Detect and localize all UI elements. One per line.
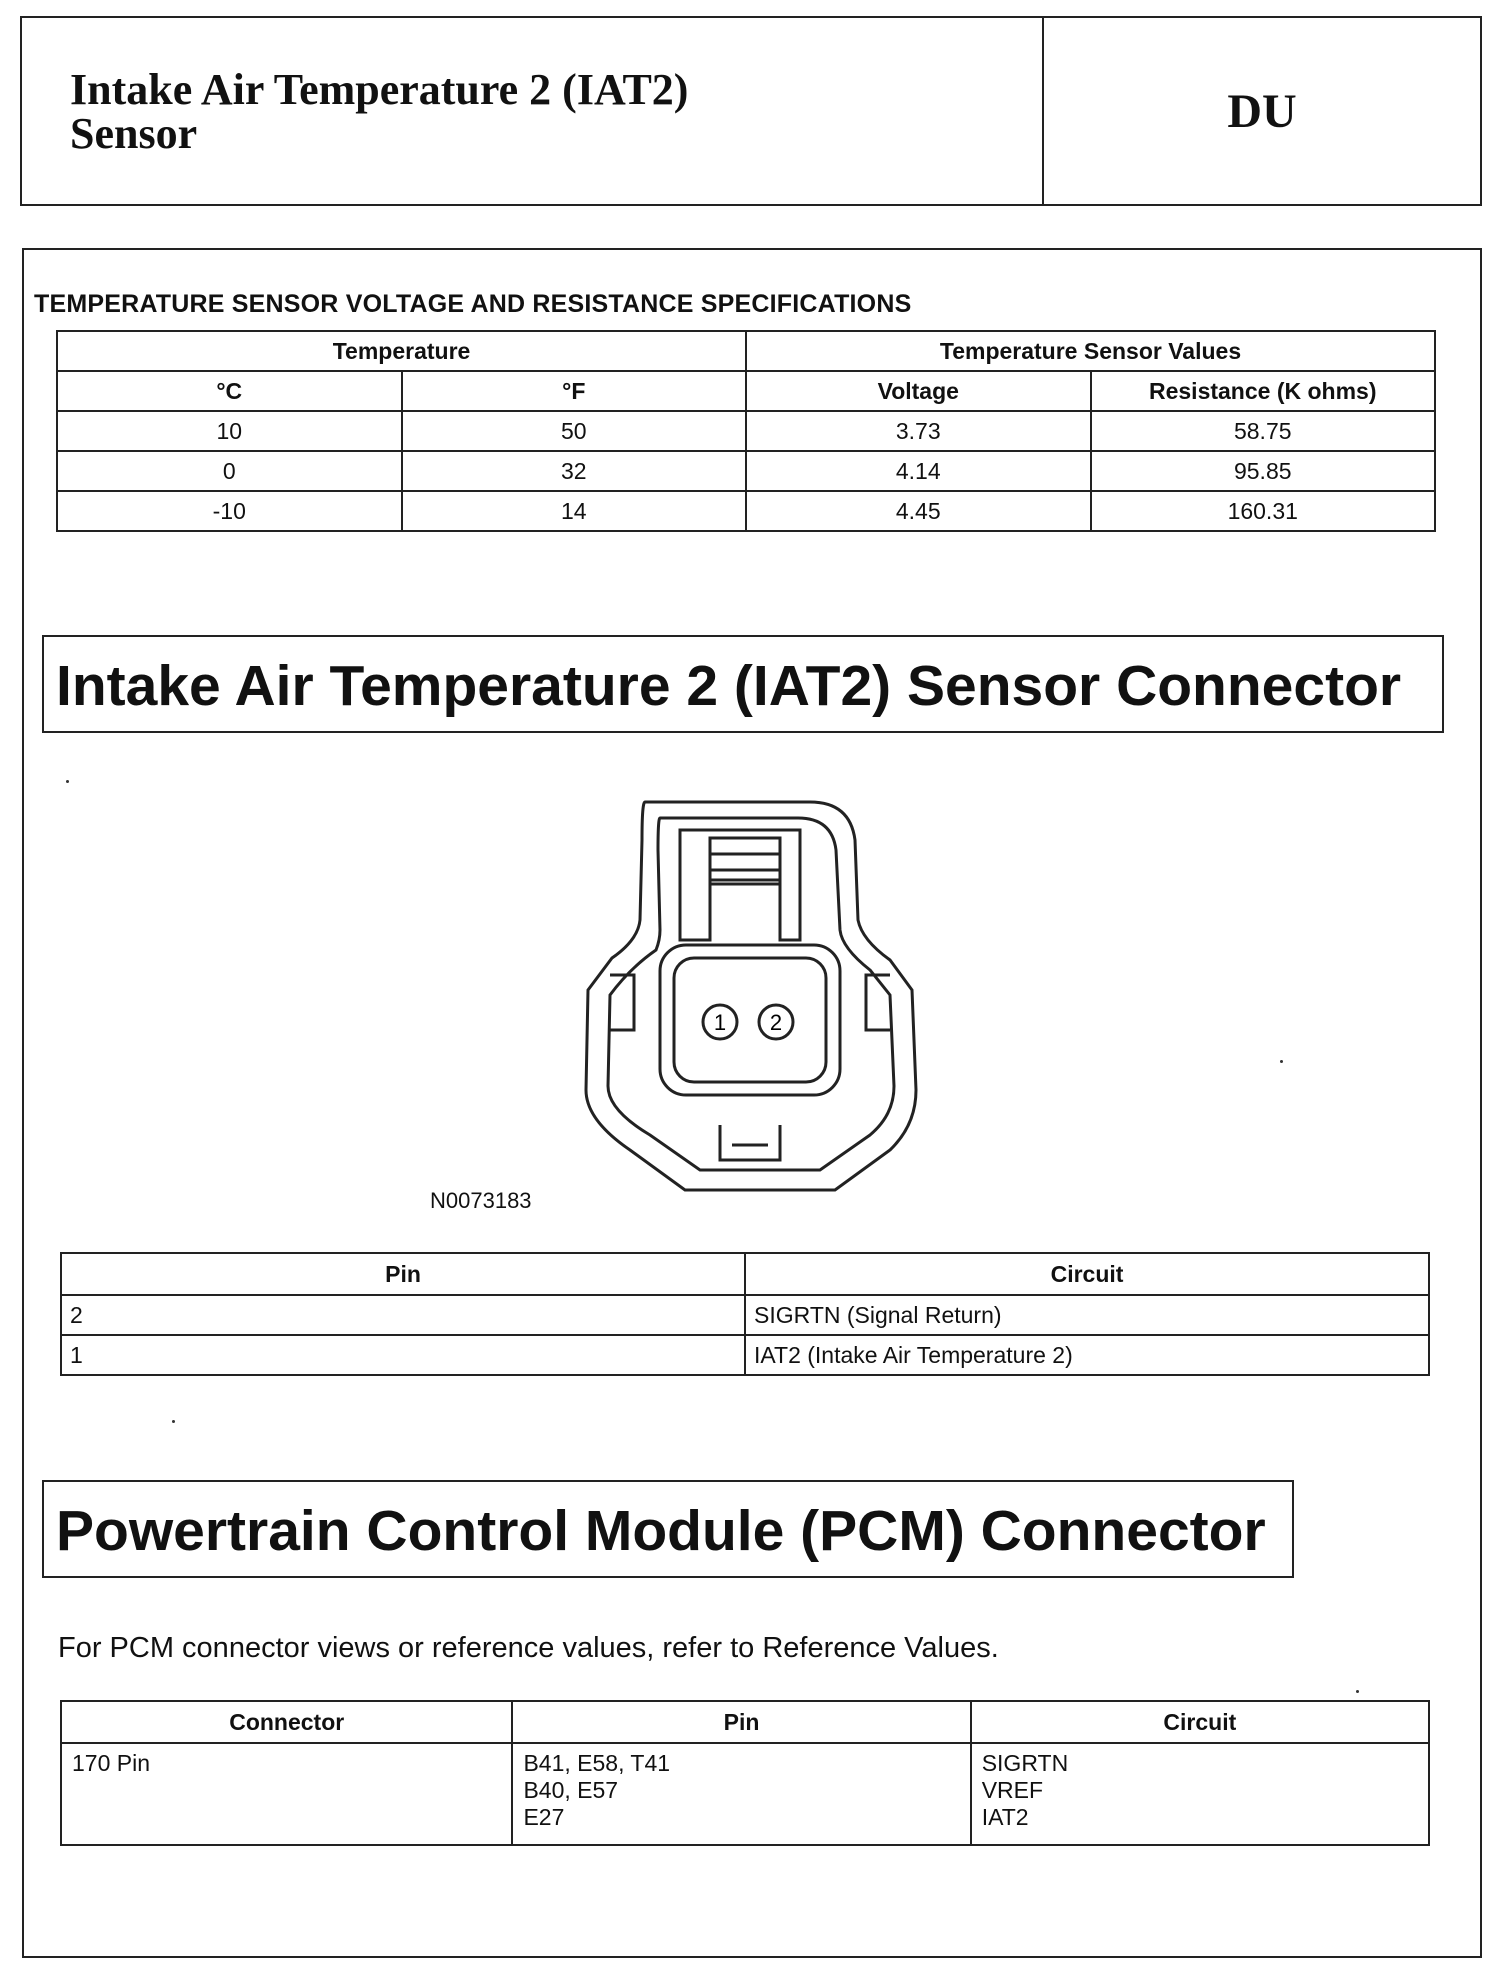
page-title <box>70 65 689 158</box>
cell-pin: 2 <box>61 1295 745 1335</box>
spec-heading: TEMPERATURE SENSOR VOLTAGE AND RESISTANCE SPECIFICATIONS <box>34 290 912 318</box>
section-code: DU <box>1227 84 1297 138</box>
scan-speck <box>172 1420 175 1423</box>
cell-connector <box>61 1743 512 1845</box>
group-sensor-values: Temperature Sensor Values <box>746 331 1435 371</box>
group-temperature: Temperature <box>57 331 746 371</box>
title-line-1: Intake Air Temperature 2 (IAT2) <box>70 65 689 114</box>
cell-voltage: 4.14 <box>746 451 1091 491</box>
col-pin: Pin <box>512 1701 970 1743</box>
spec-group-header-row <box>57 331 1435 371</box>
pcm-connector-title: Powertrain Control Module (PCM) Connector <box>42 1480 1294 1578</box>
sensor-connector-title: Intake Air Temperature 2 (IAT2) Sensor Connector <box>42 635 1444 733</box>
cell-resistance: 160.31 <box>1091 491 1436 531</box>
title-line-2: Sensor <box>70 109 198 158</box>
cell-circuit: IAT2 (Intake Air Temperature 2) <box>745 1335 1429 1375</box>
col-connector: Connector <box>61 1701 512 1743</box>
cell-celsius: 10 <box>57 411 402 451</box>
col-pin: Pin <box>61 1253 745 1295</box>
pin-line: B41, E58, T41 <box>523 1750 671 1776</box>
cell-voltage: 4.45 <box>746 491 1091 531</box>
pcm-table-header-row <box>61 1701 1429 1743</box>
pin-2-label: 2 <box>769 1010 783 1035</box>
latch-tab <box>710 838 780 884</box>
cell-circuits <box>971 1743 1429 1845</box>
col-circuit: Circuit <box>971 1701 1429 1743</box>
cell-fahrenheit: 32 <box>402 451 747 491</box>
cell-resistance: 95.85 <box>1091 451 1436 491</box>
table-row <box>61 1743 1429 1845</box>
page-header <box>20 16 1482 206</box>
cell-pin: 1 <box>61 1335 745 1375</box>
spec-column-header-row <box>57 371 1435 411</box>
left-ear <box>610 975 634 1030</box>
col-resistance: Resistance (K ohms) <box>1091 371 1436 411</box>
circuit-line: SIGRTN <box>981 1750 1069 1776</box>
cell-celsius: 0 <box>57 451 402 491</box>
scan-speck <box>66 780 69 783</box>
col-circuit: Circuit <box>745 1253 1429 1295</box>
cell-voltage: 3.73 <box>746 411 1091 451</box>
table-row <box>61 1335 1429 1375</box>
circuit-line: IAT2 <box>981 1804 1029 1830</box>
cell-celsius: -10 <box>57 491 402 531</box>
cell-resistance: 58.75 <box>1091 411 1436 451</box>
pin-1-label: 1 <box>713 1010 727 1035</box>
circuit-line: VREF <box>981 1777 1044 1803</box>
scan-speck <box>1280 1060 1283 1063</box>
connector-diagram <box>570 790 930 1200</box>
figure-id: N0073183 <box>430 1188 532 1213</box>
terminal-cavity-inner <box>674 958 826 1082</box>
table-row <box>61 1295 1429 1335</box>
pin-table-header-row <box>61 1253 1429 1295</box>
col-voltage: Voltage <box>746 371 1091 411</box>
pin-line: E27 <box>523 1804 565 1830</box>
table-row <box>57 411 1435 451</box>
bottom-key <box>720 1125 780 1160</box>
terminal-cavity-outer <box>660 945 840 1095</box>
cell-fahrenheit: 50 <box>402 411 747 451</box>
connector-value: 170 Pin <box>72 1750 151 1776</box>
col-celsius: °C <box>57 371 402 411</box>
scan-speck <box>1356 1690 1359 1693</box>
sensor-pin-table <box>60 1252 1430 1376</box>
table-row <box>57 491 1435 531</box>
spec-table <box>56 330 1436 532</box>
cell-fahrenheit: 14 <box>402 491 747 531</box>
table-row <box>57 451 1435 491</box>
pin-line: B40, E57 <box>523 1777 619 1803</box>
cell-circuit: SIGRTN (Signal Return) <box>745 1295 1429 1335</box>
pcm-note: For PCM connector views or reference values, refer to Reference Values. <box>58 1632 999 1664</box>
cell-pins <box>512 1743 970 1845</box>
col-fahrenheit: °F <box>402 371 747 411</box>
right-ear <box>866 975 890 1030</box>
pcm-table <box>60 1700 1430 1846</box>
